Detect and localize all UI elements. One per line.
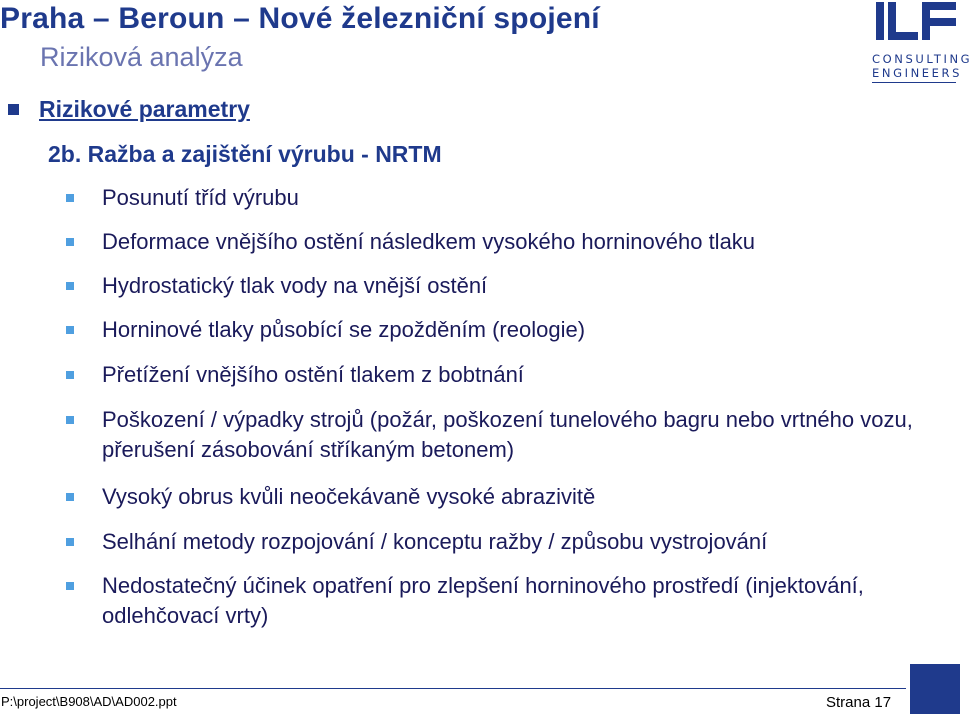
footer-file-path: P:\project\B908\AD\AD002.ppt xyxy=(1,694,177,709)
list-item-text: Deformace vnějšího ostění následkem vysokého horninového tlaku xyxy=(102,229,756,254)
subsection-heading: 2b. Ražba a zajištění výrubu - NRTM xyxy=(48,141,442,167)
list-item-text: Selhání metody rozpojování / konceptu ražby / způsobu vystrojování xyxy=(102,529,768,554)
list-item xyxy=(66,527,926,557)
slide-title: Praha – Beroun – Nové železniční spojení xyxy=(0,2,600,35)
logo-consulting: CONSULTING xyxy=(872,52,972,66)
list-item xyxy=(66,405,926,465)
list-item-text: Hydrostatický tlak vody na vnější ostění xyxy=(102,273,488,298)
page-number: Strana 17 xyxy=(826,694,892,711)
square-bullet-icon xyxy=(66,194,74,202)
list-item xyxy=(66,227,926,257)
list-item xyxy=(66,571,926,631)
square-bullet-icon xyxy=(66,538,74,546)
logo-engineers: ENGINEERS xyxy=(872,66,962,80)
square-bullet-icon xyxy=(8,104,19,115)
slide-subtitle: Riziková analýza xyxy=(40,42,243,72)
list-item-text: Horninové tlaky působící se zpožděním (reologie) xyxy=(102,317,586,342)
list-item-text: Nedostatečný účinek opatření pro zlepšení horninového prostředí (injektování, odlehčovací vrty) xyxy=(102,573,864,628)
logo-divider xyxy=(872,82,956,83)
list-item-text: Vysoký obrus kvůli neočekávaně vysoké abrazivitě xyxy=(102,484,596,509)
list-item xyxy=(66,315,926,345)
list-item-text: Přetížení vnějšího ostění tlakem z bobtnání xyxy=(102,362,524,387)
section-heading xyxy=(8,96,250,123)
list-item-text: Poškození / výpadky strojů (požár, poškození tunelového bagru nebo vrtného vozu, přerušení zásobování stříkaným betonem) xyxy=(102,407,913,462)
section-label: Rizikové parametry xyxy=(39,96,250,122)
list-item-text: Posunutí tříd výrubu xyxy=(102,185,299,210)
square-bullet-icon xyxy=(66,582,74,590)
square-bullet-icon xyxy=(66,493,74,501)
list-item xyxy=(66,183,926,213)
square-bullet-icon xyxy=(66,326,74,334)
square-bullet-icon xyxy=(66,371,74,379)
footer-divider xyxy=(0,688,906,689)
list-item xyxy=(66,271,926,301)
list-item xyxy=(66,360,926,390)
square-bullet-icon xyxy=(66,416,74,424)
list-item xyxy=(66,482,926,512)
square-bullet-icon xyxy=(66,282,74,290)
square-bullet-icon xyxy=(66,238,74,246)
corner-square xyxy=(910,664,960,714)
